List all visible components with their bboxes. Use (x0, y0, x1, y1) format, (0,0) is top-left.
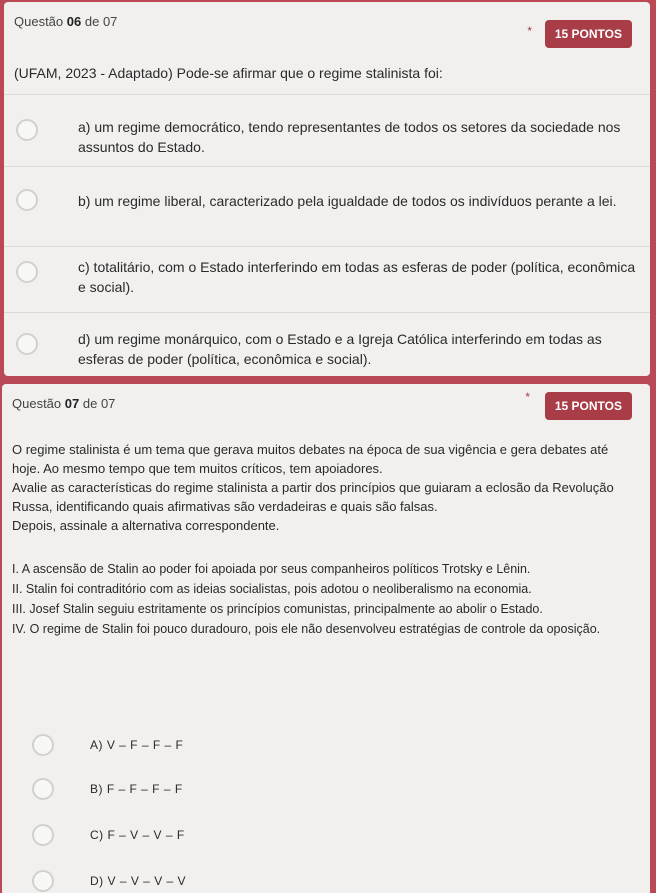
option-a[interactable] (4, 94, 650, 166)
option-a-radio[interactable] (16, 119, 38, 141)
alternative-d-radio[interactable] (32, 870, 54, 892)
question-07-prompt (12, 440, 636, 535)
alternative-b-radio[interactable] (32, 778, 54, 800)
required-mark: * (527, 24, 532, 38)
question-label: Questão (14, 14, 64, 29)
option-c-radio[interactable] (16, 261, 38, 283)
option-b-text: b) um regime liberal, caracterizado pela igualdade de todos os indivíduos perante a lei. (78, 193, 617, 209)
option-c[interactable] (4, 246, 650, 312)
statement-ii: II. Stalin foi contraditório com as ideias socialistas, pois adotou o neoliberalismo na economia. (12, 582, 532, 596)
option-a-text: a) um regime democrático, tendo representantes de todos os setores da sociedade nos assuntos do Estado. (78, 119, 621, 155)
option-b-radio[interactable] (16, 189, 38, 211)
alternative-a-text: A) V – F – F – F (90, 738, 184, 752)
question-07-card (2, 384, 650, 893)
prompt-paragraph: Avalie as características do regime stalinista a partir dos princípios que guiaram a eclosão da Revolução Russa, identificando quais afirmativas são verdadeiras e quais são falsas. (12, 480, 614, 514)
statements-list (12, 560, 626, 640)
prompt-paragraph: O regime stalinista é um tema que gerava muitos debates na época de sua vigência e gera debates até hoje. Ao mesmo tempo que tem muitos críticos, tem apoiadores. (12, 442, 609, 476)
points-badge: 15 PONTOS (545, 20, 632, 48)
option-c-text: c) totalitário, com o Estado interferindo em todas as esferas de poder (política, econômica e social). (78, 259, 636, 295)
question-06-prompt: (UFAM, 2023 - Adaptado) Pode-se afirmar que o regime stalinista foi: (14, 65, 443, 81)
alternative-b[interactable] (2, 774, 650, 814)
alternative-a-radio[interactable] (32, 734, 54, 756)
question-06-card (4, 2, 650, 376)
required-mark: * (525, 390, 530, 404)
question-07-header (12, 396, 115, 411)
alternative-c-text: C) F – V – V – F (90, 828, 185, 842)
alternative-c-radio[interactable] (32, 824, 54, 846)
option-d[interactable] (4, 312, 650, 376)
prompt-paragraph: Depois, assinale a alternativa correspondente. (12, 518, 280, 533)
question-total: de 07 (84, 14, 118, 29)
option-d-radio[interactable] (16, 333, 38, 355)
statement-iv: IV. O regime de Stalin foi pouco duradouro, pois ele não desenvolveu estratégias de controle da oposição. (12, 622, 601, 636)
alternative-c[interactable] (2, 820, 650, 860)
question-total: de 07 (82, 396, 116, 411)
alternative-a[interactable] (2, 730, 650, 770)
option-b[interactable] (4, 166, 650, 246)
alternative-b-text: B) F – F – F – F (90, 782, 183, 796)
option-d-text: d) um regime monárquico, com o Estado e a Igreja Católica interferindo em todas as esferas de poder (política, econômica e social). (78, 331, 602, 367)
alternative-d[interactable] (2, 866, 650, 893)
statement-i: I. A ascensão de Stalin ao poder foi apoiada por seus companheiros políticos Trotsky e Lênin. (12, 562, 531, 576)
question-number: 07 (64, 396, 80, 411)
question-label: Questão (12, 396, 62, 411)
question-06-header (14, 14, 117, 29)
statement-iii: III. Josef Stalin seguiu estritamente os princípios comunistas, principalmente ao abolir o Estado. (12, 602, 543, 616)
points-badge: 15 PONTOS (545, 392, 632, 420)
question-number: 06 (66, 14, 82, 29)
alternative-d-text: D) V – V – V – V (90, 874, 187, 888)
